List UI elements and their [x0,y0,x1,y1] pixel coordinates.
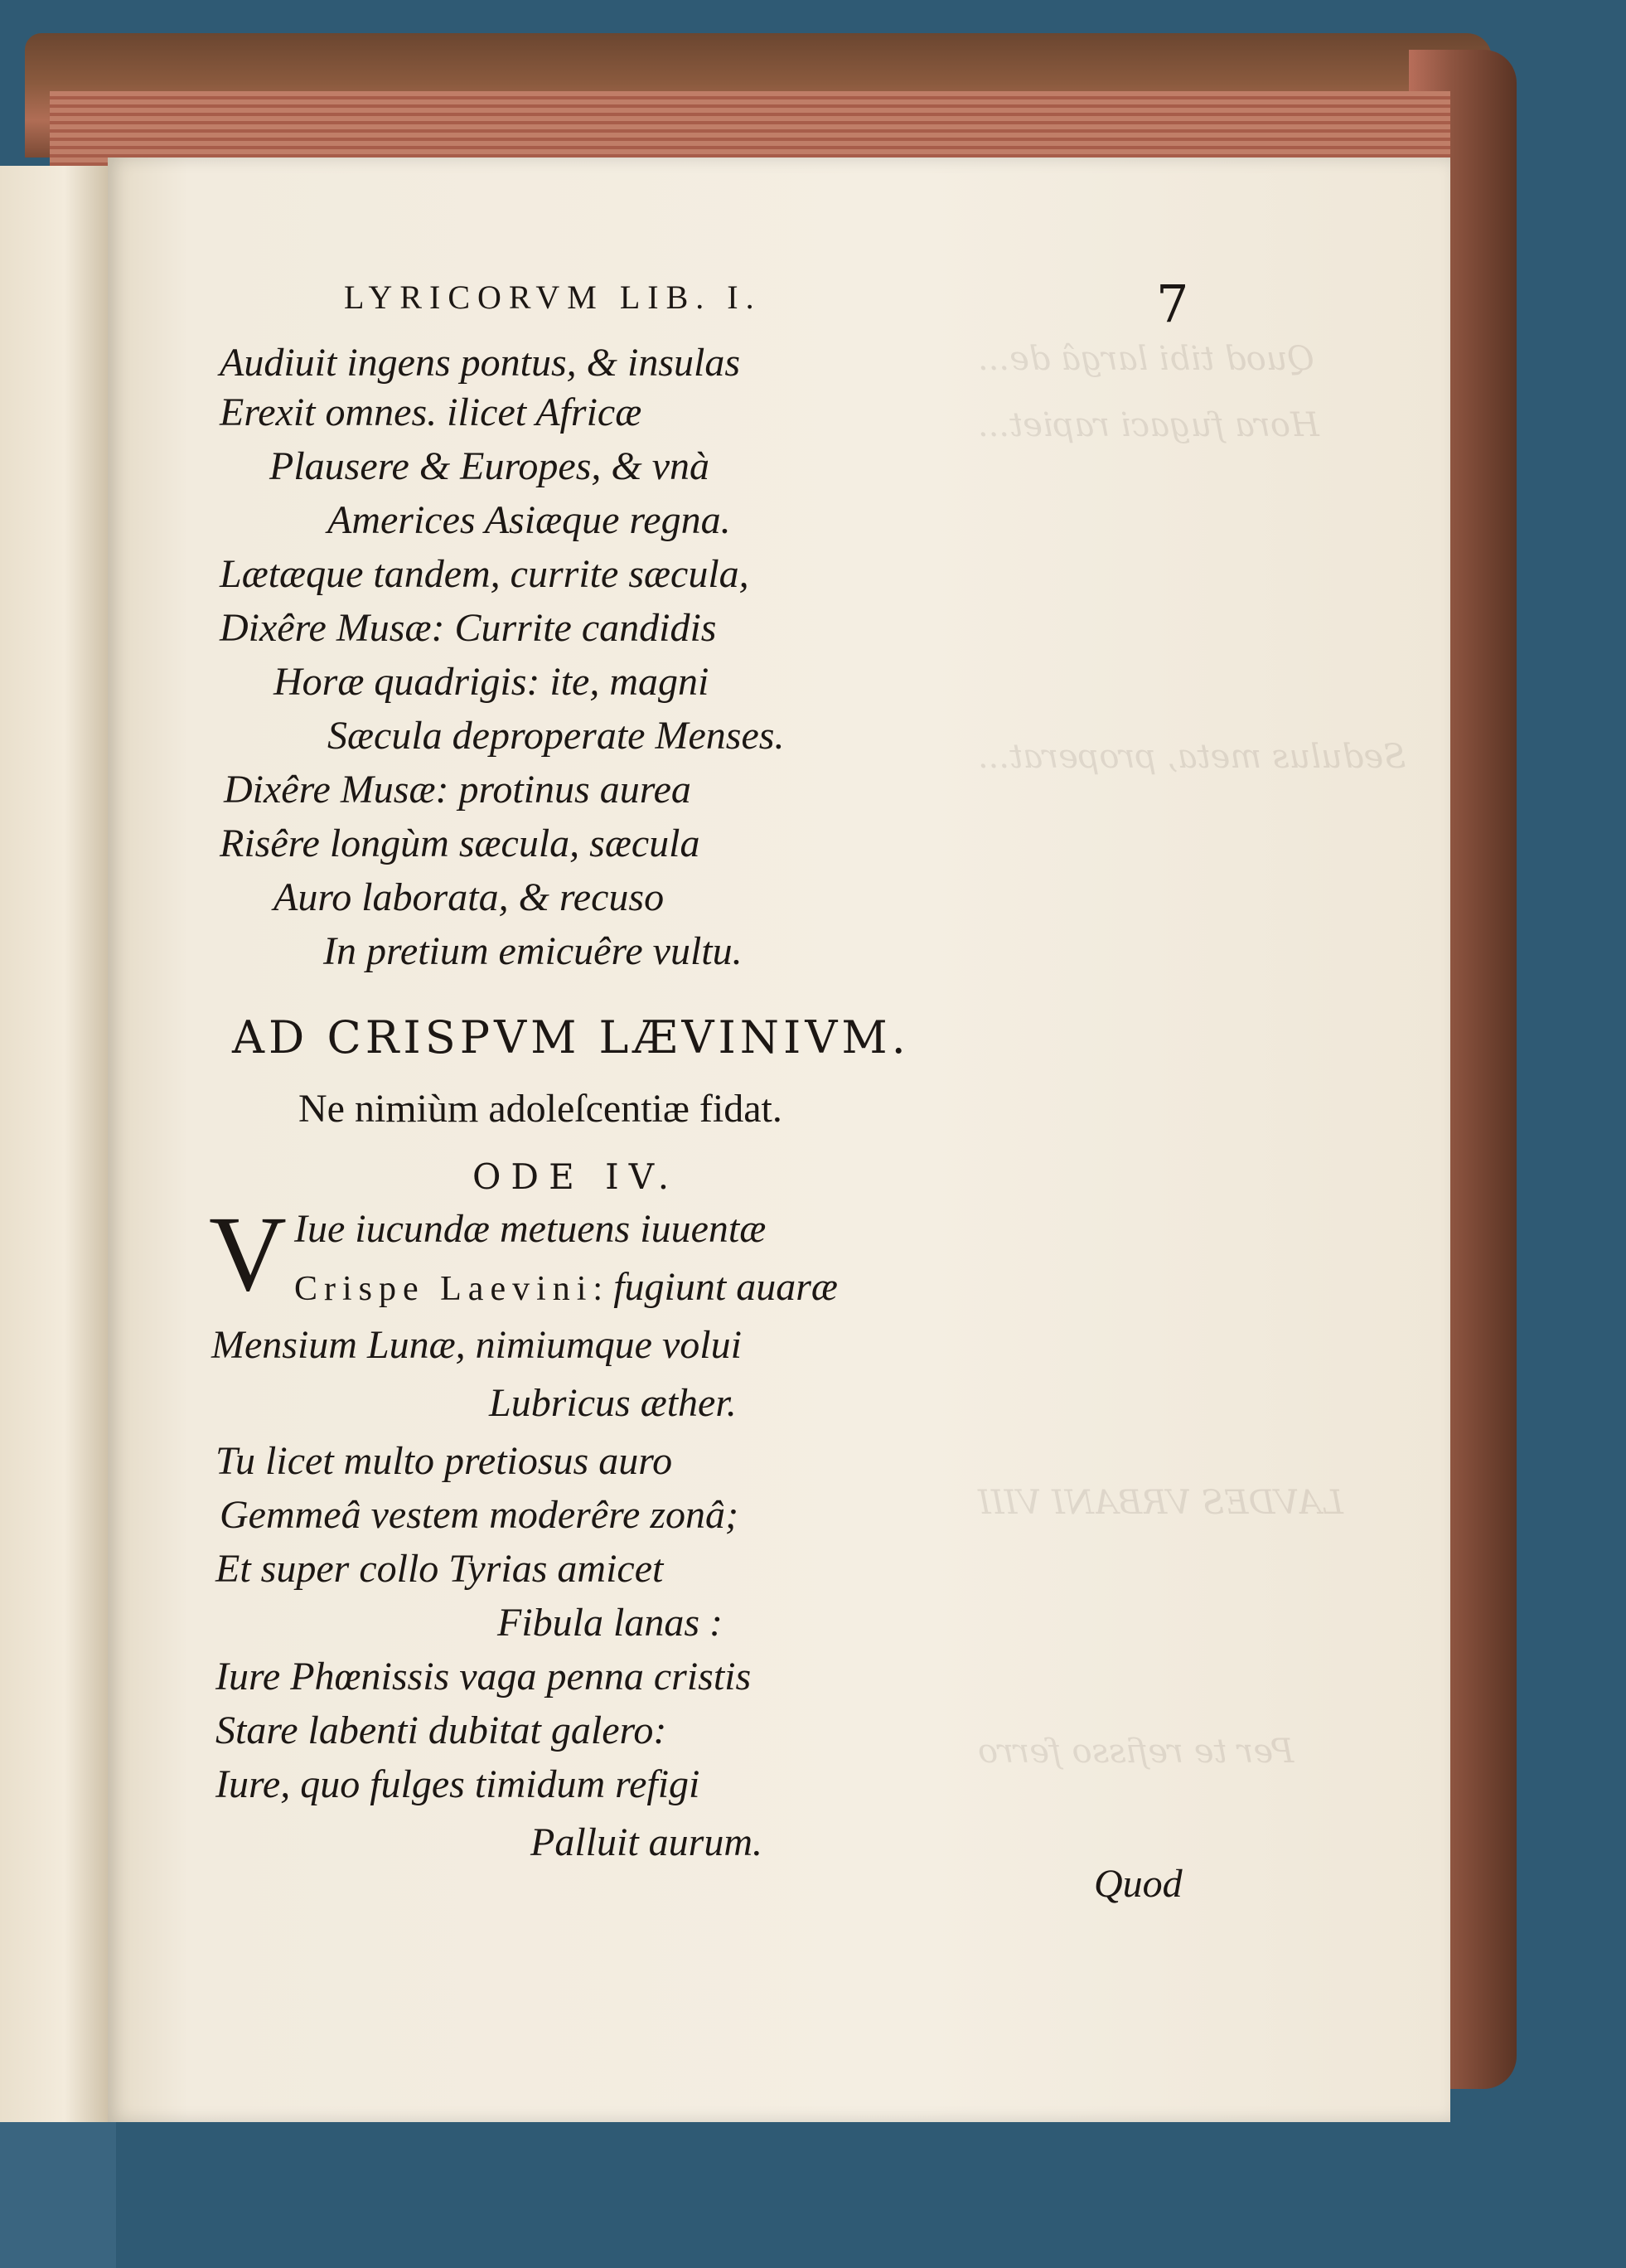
ode-line: Iure Phœnissis vaga penna cristis [215,1655,752,1699]
ode-line [294,1264,838,1310]
show-through-text: LAVDES VRBANI VIII [978,1484,1343,1522]
ode-line: Iure, quo fulges timidum refigi [215,1762,700,1806]
poem-line: Sæcula deproperate Menses. [327,714,785,758]
poem-line: In pretium emicuêre vultu. [323,929,743,973]
ode-line-caps: Crispe Laevini: [294,1270,610,1308]
ode-number: ODE IV. [472,1156,680,1197]
ode-line: Lubricus æther. [489,1381,737,1425]
ode-line: Palluit aurum. [530,1820,763,1864]
ode-line: Tu licet multo pretiosus auro [215,1439,673,1483]
poem-line: Dixêre Musæ: protinus aurea [224,768,691,812]
poem-line: Audiuit ingens pontus, & insulas [220,341,741,385]
poem-line: Horæ quadrigis: ite, magni [273,660,709,704]
ode-title: AD CRISPVM LÆVINIVM. [232,1011,910,1064]
ode-line-italic: fugiunt auaræ [613,1265,838,1309]
page-number: 7 [1156,274,1189,334]
poem-line: Risêre longùm sæcula, sæcula [220,821,700,865]
poem-line: Lætæque tandem, currite sæcula, [220,552,749,596]
ode-line: Gemmeâ vestem moderêre zonâ; [220,1493,739,1537]
background-corner [0,2122,116,2268]
show-through-text: Per te refisso ferro [978,1732,1295,1771]
ode-line: Mensium Lunæ, nimiumque volui [211,1323,742,1367]
show-through-text: Sedulus meta, properat... [978,738,1406,776]
show-through-text: Quod tibi largâ de... [978,340,1315,378]
ode-line: Stare labenti dubitat galero: [215,1708,667,1752]
catchword: Quod [1094,1862,1183,1906]
poem-line: Auro laborata, & recuso [273,875,665,919]
poem-line: Americes Asiæque regna. [327,498,731,542]
running-head: LYRICORVM LIB. I. [344,279,762,316]
poem-line: Plausere & Europes, & vnà [269,444,710,488]
ode-subtitle: Ne nimiùm adoleſcentiæ fidat. [298,1087,782,1131]
drop-cap: V [209,1195,287,1314]
show-through-text: Hora fugaci rapiet... [978,406,1319,444]
facing-page-edge [0,166,108,2139]
poem-line: Dixêre Musæ: Currite candidis [220,606,717,650]
poem-line: Erexit omnes. ilicet Africæ [220,390,642,434]
ode-line: Et super collo Tyrias amicet [215,1547,664,1591]
ode-line: Iue iucundæ metuens iuuentæ [294,1207,767,1251]
ode-line: Fibula lanas : [497,1601,723,1645]
